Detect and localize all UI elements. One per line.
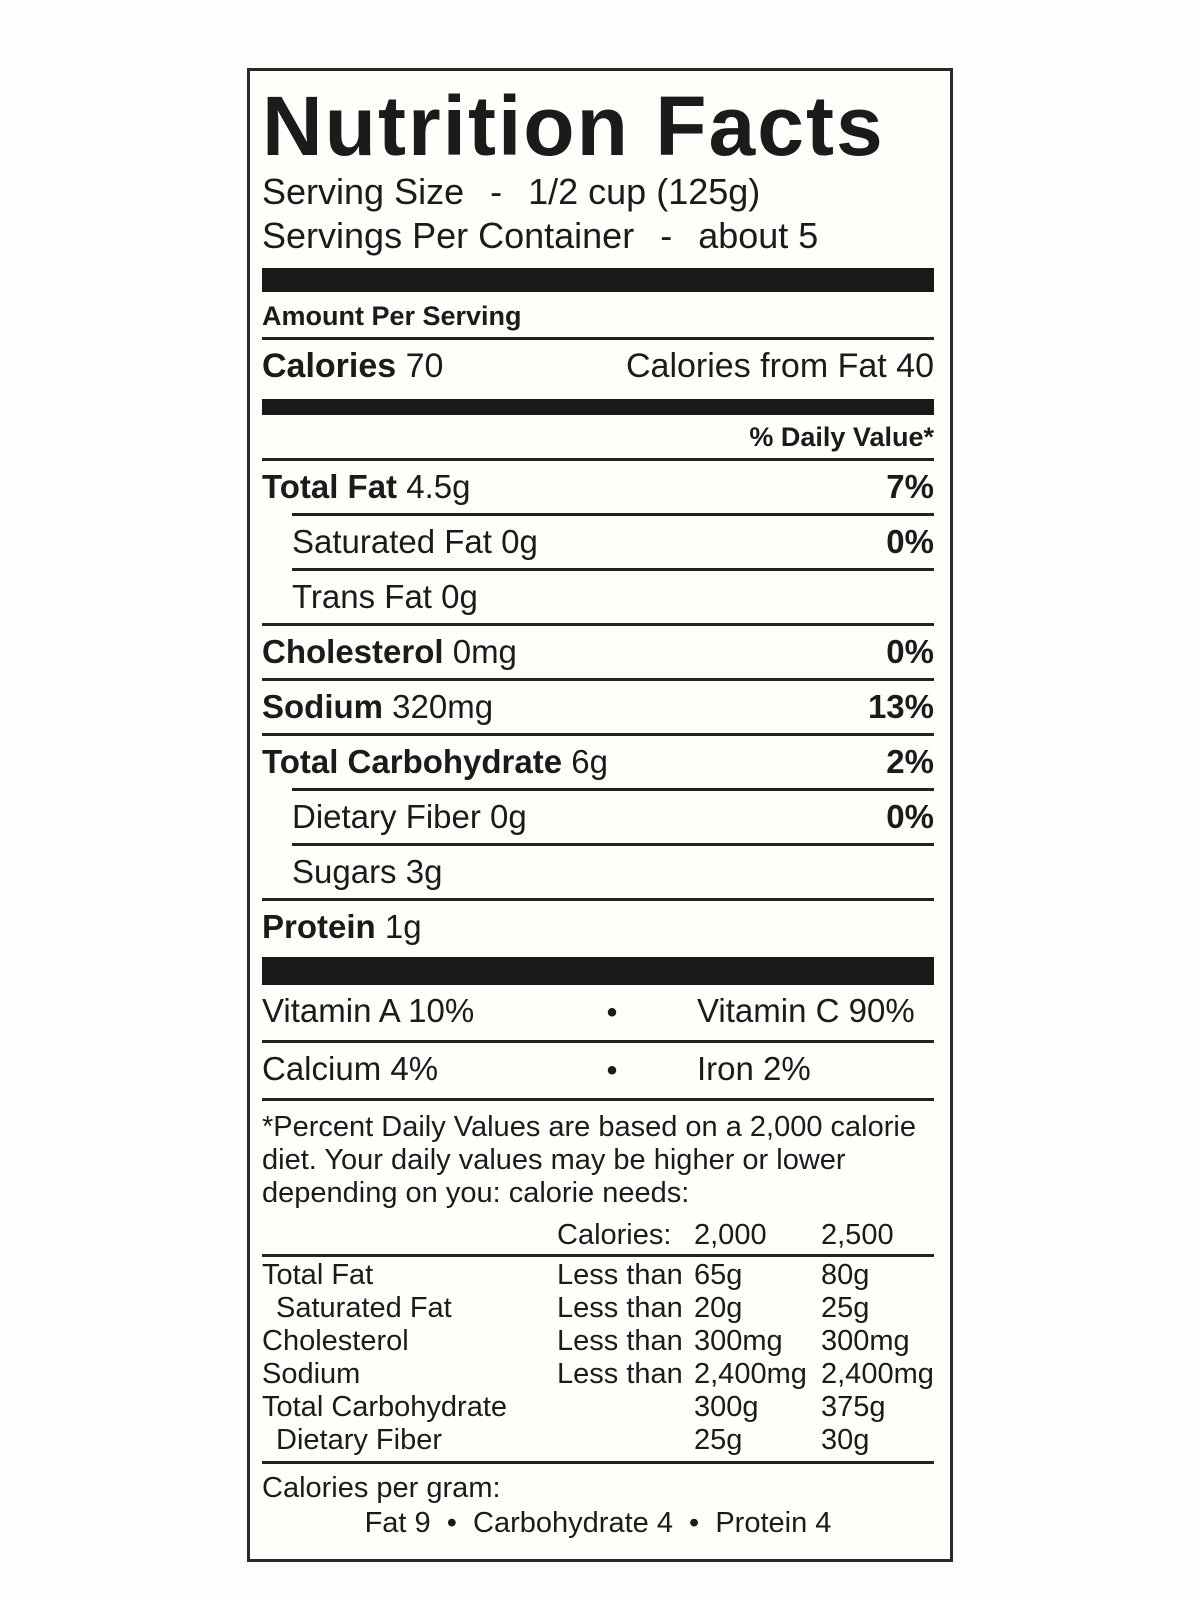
dv-table-calories-label: Calories: xyxy=(557,1219,672,1252)
amount-per-serving-heading: Amount Per Serving xyxy=(262,301,522,332)
dv-table-col-2500: 2,500 xyxy=(821,1219,894,1252)
divider-bar-vitamins xyxy=(262,957,934,985)
iron: Iron 2% xyxy=(697,1050,811,1088)
nutrient-row-protein: Protein 1g xyxy=(262,908,422,946)
nutrient-row-dietary-fiber: Dietary Fiber 0g 0% xyxy=(292,798,934,836)
divider-bar-top xyxy=(262,268,934,292)
bullet-icon: • xyxy=(606,996,618,1030)
nutrient-row-total-fat: Total Fat 4.5g 7% xyxy=(262,468,934,506)
bullet-icon: • xyxy=(606,1054,618,1088)
vitamin-c: Vitamin C 90% xyxy=(697,992,915,1030)
dv-table-body xyxy=(262,1257,934,1461)
calories-per-gram-label: Calories per gram: xyxy=(262,1472,501,1505)
daily-value: 0% xyxy=(886,798,934,836)
servings-per-container-row xyxy=(262,214,934,258)
daily-value: 0% xyxy=(886,523,934,561)
dv-table-row-sodium: Sodium Less than 2,400mg 2,400mg xyxy=(262,1358,934,1391)
servings-per-container-label: Servings Per Container xyxy=(262,215,635,257)
serving-size-label: Serving Size xyxy=(262,171,465,213)
daily-value: 13% xyxy=(867,688,934,726)
dv-table-row-dietary-fiber: Dietary Fiber 25g 30g xyxy=(276,1424,870,1457)
vitamin-a: Vitamin A 10% xyxy=(262,992,475,1030)
nutrient-row-total-carbohydrate: Total Carbohydrate 6g 2% xyxy=(262,743,934,781)
calories-row xyxy=(262,340,934,393)
nutrient-row-trans-fat: Trans Fat 0g xyxy=(292,578,478,616)
servings-per-container-dash: - xyxy=(660,215,673,257)
dv-table-row-total-carbohydrate: Total Carbohydrate 300g 375g xyxy=(262,1391,886,1424)
serving-size-row xyxy=(262,170,934,214)
calories-from-fat: Calories from Fat 40 xyxy=(626,347,934,386)
vitamin-row-calcium-iron xyxy=(262,1043,934,1098)
daily-value-header: % Daily Value* xyxy=(749,422,934,453)
calories-value: Calories 70 xyxy=(262,347,444,386)
daily-value: 2% xyxy=(886,743,934,781)
dv-table-row-saturated-fat: Saturated Fat Less than 20g 25g xyxy=(276,1292,870,1325)
divider-line xyxy=(262,1098,934,1101)
serving-size-value: 1/2 cup (125g) xyxy=(528,171,761,213)
dv-table-header xyxy=(262,1218,934,1254)
nutrient-row-saturated-fat: Saturated Fat 0g 0% xyxy=(292,523,934,561)
calories-per-gram-detail: Fat 9 • Carbohydrate 4 • Protein 4 xyxy=(364,1507,832,1540)
calcium: Calcium 4% xyxy=(262,1050,439,1088)
nutrient-row-sugars: Sugars 3g xyxy=(292,853,443,891)
serving-size-dash: - xyxy=(490,171,503,213)
daily-value: 0% xyxy=(886,633,934,671)
daily-value-footnote: *Percent Daily Values are based on a 2,000 calorie diet. Your daily values may be higher or lower depending on you: calorie needs: xyxy=(262,1111,916,1210)
label-title: Nutrition Facts xyxy=(262,79,885,173)
vitamin-row-a-c xyxy=(262,985,934,1040)
nutrient-row-cholesterol: Cholesterol 0mg 0% xyxy=(262,633,934,671)
nutrition-facts-label xyxy=(247,68,953,1562)
daily-value: 7% xyxy=(886,468,934,506)
dv-table-row-total-fat: Total Fat Less than 65g 80g xyxy=(262,1259,870,1292)
dv-table-col-2000: 2,000 xyxy=(694,1219,767,1252)
nutrient-row-sodium: Sodium 320mg 13% xyxy=(262,688,934,726)
dv-table-row-cholesterol: Cholesterol Less than 300mg 300mg xyxy=(262,1325,910,1358)
servings-per-container-value: about 5 xyxy=(698,215,819,257)
divider-bar-calories xyxy=(262,399,934,415)
